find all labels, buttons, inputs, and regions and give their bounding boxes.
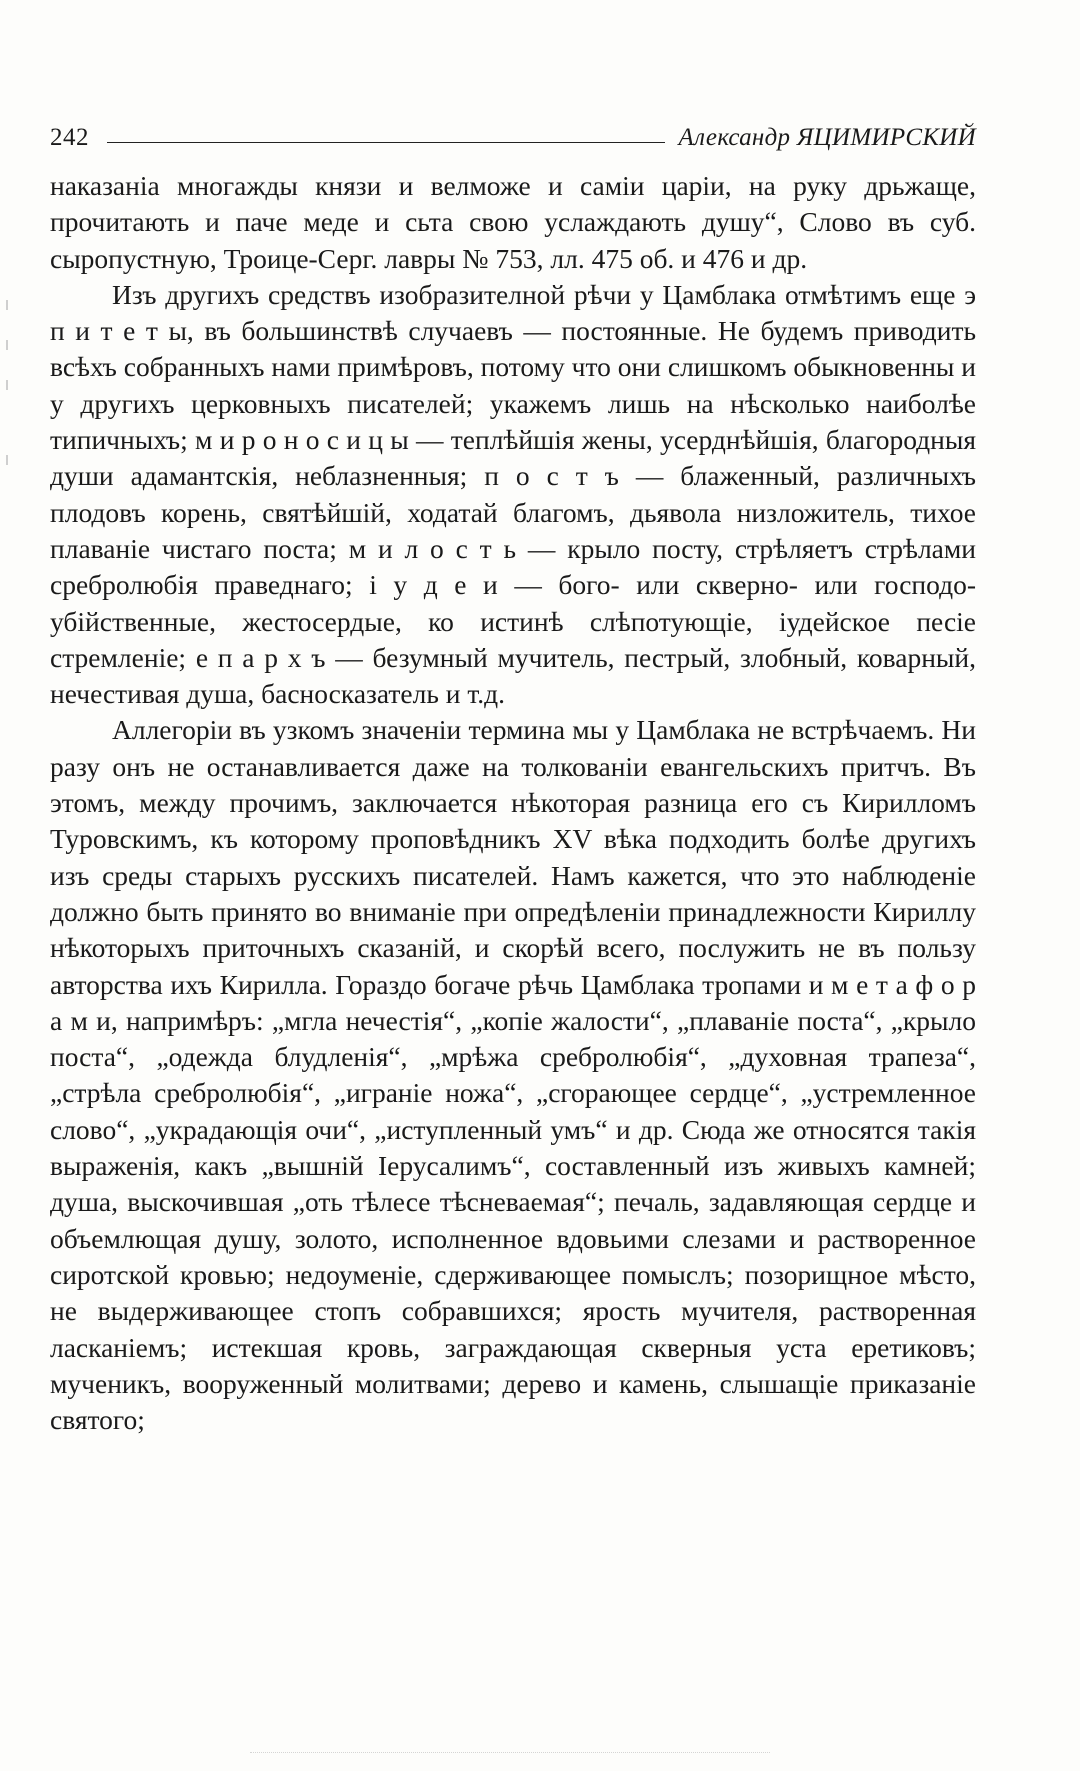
running-head: [50, 112, 976, 152]
header-rule: [107, 142, 665, 143]
running-head-author: Александр ЯЦИМИРСКИЙ: [678, 124, 976, 151]
page-number: 242: [50, 124, 89, 151]
paragraph-epithets: Изъ другихъ средствъ изобразителной рѣчи у Цамблака отмѣтимъ еще э п и т е т ы, въ большинствѣ случаевъ — постоянные. Не будемъ приводить всѣхъ собранныхъ нами примѣровъ, потому что они слишкомъ обыкновенны и у другихъ церковныхъ писателей; укажемъ лишь на нѣсколько наиболѣе типичныхъ; м и р о н о с и ц ы — теплѣйшія жены, усерднѣйшія, благородныя души адамантскія, неблазненныя; п о с т ъ — блаженный, различныхъ плодовъ корень, святѣйшій, ходатай благомъ, дьявола низложитель, тихое плаваніе чистаго поста; м и л о с т ь — крыло посту, стрѣляетъ стрѣлами сребролюбія праведнаго; і у д е и — бого- или скверно- или господо-убійственные, жестосердые, ко истинѣ слѣпотующіе, іудейское песіе стремленіе; е п а р х ъ — безумный мучитель, пестрый, злобный, коварный, нечестивая душа, басносказатель и т.д.: [50, 278, 976, 710]
scan-mark: [6, 340, 8, 350]
scan-mark: [6, 300, 8, 310]
scan-mark: [6, 455, 8, 465]
paragraph-allegories: Аллегоріи въ узкомъ значеніи термина мы у Цамблака не встрѣчаемъ. Ни разу онъ не останавливается даже на толкованіи евангельскихъ притчъ. Въ этомъ, между прочимъ, заключается нѣкоторая разница его съ Кирилломъ Туровскимъ, къ которому проповѣдникъ XV вѣка подходить болѣе другихъ изъ среды старыхъ русскихъ писателей. Намъ кажется, что это наблюденіе должно быть принято во вниманіе при опредѣленіи принадлежности Кириллу нѣкоторыхъ приточныхъ сказаній, и скорѣй всего, послужить не въ пользу авторства ихъ Кирилла. Гораздо богаче рѣчь Цамблака тропами и м е т а ф о р а м и, напримѣръ: „мгла нечестія“, „копіе жалости“, „плаваніе поста“, „крыло поста“, „одежда блудленія“, „мрѣжа сребролюбія“, „духовная трапеза“, „стрѣла сребролюбія“, „играніе ножа“, „сгорающее сердце“, „устремленное слово“, „украдающія очи“, „иступленный умъ“ и др. Сюда же относятся такія выраженія, какъ „вышній Іерусалимъ“, составленный изъ живыхъ камней; душа, выскочившая „оть тѣлесе тѣсневаемая“; печаль, задавляющая сердце и объемлющая душу, золото, исполненное вдовьими слезами и растворенное сиротской кровью; недоуменіе, сдерживающее помыслъ; позорищное мѣсто, не выдерживающее стопъ собравшихся; ярость мучителя, растворенная ласканіемъ; истекшая кровь, заграждающая скверныя уста еретиковъ; мученикъ, вооруженный молитвами; дерево и камень, слышащіе приказаніе святого;: [50, 714, 976, 1436]
bottom-bleed-marks: [250, 1752, 770, 1765]
scan-mark: [6, 380, 8, 390]
paragraph-continued: наказаніа многажды князи и велможе и саміи царіи, на руку дрьжаще, прочитають и паче меде и сьта свою услаждають душу“, Слово въ суб. сыропустную, Троице-Серг. лавры № 753, лл. 475 об. и 476 и др.: [50, 170, 976, 274]
body-text: [50, 168, 976, 1438]
